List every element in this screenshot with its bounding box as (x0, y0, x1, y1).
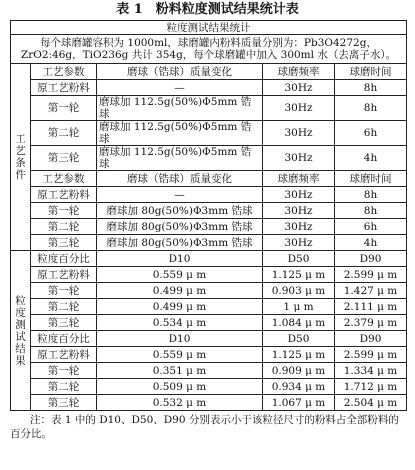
table-cell: 0.351 μ m (97, 363, 263, 379)
table-row (11, 187, 407, 203)
table-cell: — (97, 187, 263, 203)
table-row (11, 121, 407, 146)
table-cell: 4h (335, 146, 407, 171)
table-row (11, 363, 407, 379)
table-row (11, 347, 407, 363)
table-cell: 1 μ m (263, 299, 335, 315)
table-cell: 0.559 μ m (97, 347, 263, 363)
process-header-row (11, 171, 407, 187)
table-cell: 1.334 μ m (335, 363, 407, 379)
table-cell: 30Hz (263, 121, 335, 146)
table-intro: 每个球磨罐容积为 1000ml，球磨罐内粉料质量分别为：Pb3O4272g，ZrO2:46g，TiO236g 共计 354g，每个球磨罐中加入 300ml 水（去离子水）。 (11, 35, 407, 64)
table-cell: 1.427 μ m (335, 283, 407, 299)
table-cell: 2.599 μ m (335, 347, 407, 363)
table-cell: 30Hz (263, 235, 335, 251)
header-cell: D50 (263, 331, 335, 347)
table-cell: — (97, 80, 263, 96)
table-cell: 0.559 μ m (97, 267, 263, 283)
table-cell: 0.934 μ m (263, 379, 335, 395)
header-cell: 球磨时间 (335, 171, 407, 187)
table-cell: 0.499 μ m (97, 283, 263, 299)
row-label: 第二轮 (31, 121, 97, 146)
table-cell: 6h (335, 219, 407, 235)
table-footnote: 注：表 1 中的 D10、D50、D90 分别表示小于该粒径尺寸的粉料占全部粉料的百分比。 (10, 414, 399, 440)
table-row (11, 267, 407, 283)
table-cell: 30Hz (263, 187, 335, 203)
table-row (11, 315, 407, 331)
row-label: 第一轮 (31, 363, 97, 379)
header-cell: 磨球（锆球）质量变化 (97, 64, 263, 80)
table-cell: 30Hz (263, 219, 335, 235)
table-cell: 30Hz (263, 146, 335, 171)
size-header-row (11, 331, 407, 347)
table-title: 粒度测试结果统计 (11, 21, 407, 35)
table-row (11, 235, 407, 251)
row-label: 第三轮 (31, 315, 97, 331)
table-cell: 0.909 μ m (263, 363, 335, 379)
header-cell: 粒度百分比 (31, 251, 97, 267)
table-cell: 2.379 μ m (335, 315, 407, 331)
table-row (11, 283, 407, 299)
table-row (11, 203, 407, 219)
header-cell: D10 (97, 331, 263, 347)
table-cell: 8h (335, 96, 407, 121)
row-label: 第三轮 (31, 395, 97, 411)
row-label: 原工艺粉料 (31, 187, 97, 203)
row-label: 原工艺粉料 (31, 80, 97, 96)
header-cell: D50 (263, 251, 335, 267)
table-cell: 磨球加 80g(50%)Φ3mm 锆球 (97, 203, 263, 219)
section-process-conditions: 工艺条件 (11, 64, 31, 251)
size-header-row (11, 251, 407, 267)
header-cell: 工艺参数 (31, 171, 97, 187)
table-cell: 2.504 μ m (335, 395, 407, 411)
row-label: 第二轮 (31, 379, 97, 395)
table-cell: 磨球加 80g(50%)Φ3mm 锆球 (97, 235, 263, 251)
table-cell: 0.534 μ m (97, 315, 263, 331)
header-cell: D90 (335, 251, 407, 267)
table-cell: 2.599 μ m (335, 267, 407, 283)
row-label: 原工艺粉料 (31, 347, 97, 363)
table-cell: 1.084 μ m (263, 315, 335, 331)
row-label: 第一轮 (31, 283, 97, 299)
header-cell: 球磨频率 (263, 171, 335, 187)
table-row (11, 395, 407, 411)
row-label: 第二轮 (31, 299, 97, 315)
process-header-row (11, 64, 407, 80)
table-cell: 磨球加 112.5g(50%)Φ5mm 锆球 (97, 146, 263, 171)
table-row (11, 146, 407, 171)
table-cell: 0.499 μ m (97, 299, 263, 315)
row-label: 原工艺粉料 (31, 267, 97, 283)
header-cell: 球磨频率 (263, 64, 335, 80)
table-cell: 1.125 μ m (263, 267, 335, 283)
table-row (11, 379, 407, 395)
table-cell: 30Hz (263, 80, 335, 96)
table-cell: 4h (335, 235, 407, 251)
row-label: 第一轮 (31, 203, 97, 219)
table-row (11, 299, 407, 315)
header-cell: 磨球（锆球）质量变化 (97, 171, 263, 187)
table-cell: 0.532 μ m (97, 395, 263, 411)
table-cell: 30Hz (263, 203, 335, 219)
row-label: 第三轮 (31, 235, 97, 251)
row-label: 第一轮 (31, 96, 97, 121)
row-label: 第三轮 (31, 146, 97, 171)
table-cell: 磨球加 80g(50%)Φ3mm 锆球 (97, 219, 263, 235)
table-cell: 0.903 μ m (263, 283, 335, 299)
header-cell: 粒度百分比 (31, 331, 97, 347)
header-cell: 工艺参数 (31, 64, 97, 80)
results-table (10, 20, 407, 411)
header-cell: D10 (97, 251, 263, 267)
table-caption: 表 1 粉料粒度测试结果统计表 (116, 2, 299, 17)
table-cell: 1.712 μ m (335, 379, 407, 395)
table-cell: 1.125 μ m (263, 347, 335, 363)
table-row (11, 96, 407, 121)
table-cell: 0.509 μ m (97, 379, 263, 395)
header-cell: 球磨时间 (335, 64, 407, 80)
table-cell: 1.067 μ m (263, 395, 335, 411)
table-cell: 8h (335, 80, 407, 96)
table-cell: 8h (335, 187, 407, 203)
table-cell: 磨球加 112.5g(50%)Φ5mm 锆球 (97, 96, 263, 121)
table-row (11, 219, 407, 235)
table-cell: 6h (335, 121, 407, 146)
table-cell: 2.111 μ m (335, 299, 407, 315)
section-size-results: 粒度测试结果 (11, 251, 31, 411)
row-label: 第二轮 (31, 219, 97, 235)
header-cell: D90 (335, 331, 407, 347)
table-cell: 30Hz (263, 96, 335, 121)
table-row (11, 80, 407, 96)
table-cell: 磨球加 112.5g(50%)Φ5mm 锆球 (97, 121, 263, 146)
table-cell: 8h (335, 203, 407, 219)
